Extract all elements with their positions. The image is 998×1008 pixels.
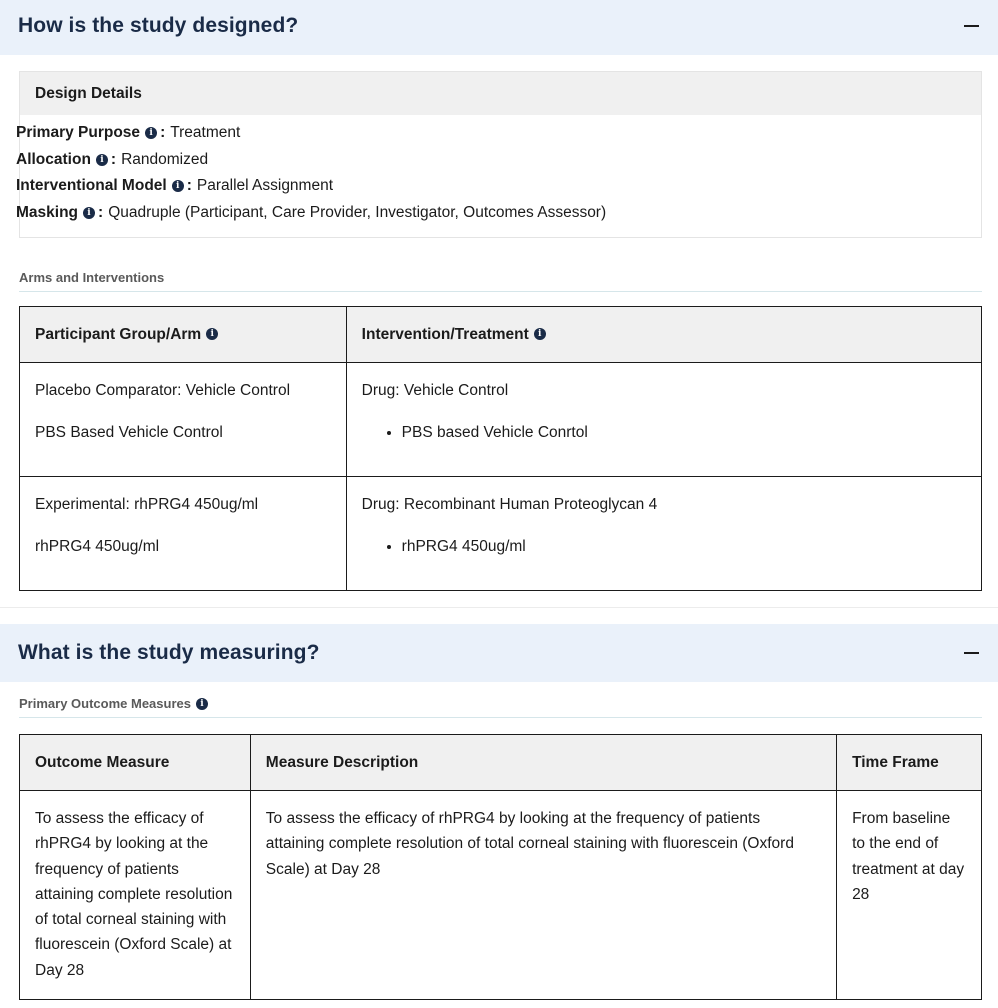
primary-outcome-heading: Primary Outcome Measures i	[19, 696, 982, 718]
masking-value: Quadruple (Participant, Care Provider, Investigator, Outcomes Assessor)	[108, 204, 607, 221]
primary-purpose-row: Primary Purpose i : Treatment	[16, 124, 241, 141]
interventional-model-value: Parallel Assignment	[196, 177, 334, 194]
allocation-row: Allocation i : Randomized	[16, 151, 209, 168]
arms-table	[19, 306, 982, 591]
design-section-title: How is the study designed?	[18, 14, 299, 37]
arm-intervention: Drug: Vehicle Control	[361, 382, 509, 399]
collapse-minus-icon[interactable]	[964, 18, 980, 34]
arms-heading: Arms and Interventions	[19, 270, 982, 292]
collapse-minus-icon[interactable]	[964, 645, 980, 661]
allocation-label: Allocation	[16, 151, 91, 168]
info-icon[interactable]: i	[206, 328, 218, 340]
interventional-model-label: Interventional Model	[16, 177, 167, 194]
table-row	[20, 477, 982, 591]
arms-header-intervention: Intervention/Treatment i	[346, 307, 981, 363]
table-row	[20, 791, 982, 1000]
info-icon[interactable]: i	[96, 154, 108, 166]
measure-section-header[interactable]	[0, 624, 998, 682]
info-icon[interactable]: i	[83, 207, 95, 219]
info-icon[interactable]: i	[172, 180, 184, 192]
arms-header-group: Participant Group/Arm i	[20, 307, 347, 363]
primary-purpose-value: Treatment	[170, 124, 241, 141]
arm-group-desc: PBS Based Vehicle Control	[35, 424, 223, 441]
info-icon[interactable]: i	[145, 127, 157, 139]
measure-section-title: What is the study measuring?	[18, 641, 320, 664]
masking-row: Masking i : Quadruple (Participant, Care Provider, Investigator, Outcomes Assessor)	[16, 204, 607, 221]
outcome-header-timeframe: Time Frame	[837, 735, 982, 791]
outcome-header-description: Measure Description	[250, 735, 836, 791]
outcome-header-measure: Outcome Measure	[20, 735, 251, 791]
arm-group-desc: rhPRG4 450ug/ml	[35, 538, 160, 555]
list-item: • rhPRG4 450ug/ml	[402, 537, 966, 557]
section-divider	[0, 607, 998, 608]
outcome-table	[19, 734, 982, 1000]
outcome-timeframe: From baseline to the end of treatment at day 28	[837, 791, 982, 1000]
arm-group: Experimental: rhPRG4 450ug/ml	[35, 496, 259, 513]
interventional-model-row: Interventional Model i : Parallel Assignment	[16, 177, 334, 194]
arm-group: Placebo Comparator: Vehicle Control	[35, 382, 291, 399]
outcome-measure: To assess the efficacy of rhPRG4 by looking at the frequency of patients attaining complete resolution of total corneal staining with fluorescein (Oxford Scale) at Day 28	[20, 791, 251, 1000]
info-icon[interactable]: i	[534, 328, 546, 340]
table-row	[20, 363, 982, 477]
list-item: • PBS based Vehicle Conrtol	[402, 423, 966, 443]
design-section-header[interactable]	[0, 0, 998, 55]
allocation-value: Randomized	[121, 151, 209, 168]
outcome-description: To assess the efficacy of rhPRG4 by looking at the frequency of patients attaining complete resolution of total corneal staining with fluorescein (Oxford Scale) at Day 28	[250, 791, 836, 1000]
info-icon[interactable]: i	[196, 698, 208, 710]
design-details-title: Design Details	[20, 72, 981, 115]
primary-purpose-label: Primary Purpose	[16, 124, 141, 141]
masking-label: Masking	[16, 204, 79, 221]
arm-intervention: Drug: Recombinant Human Proteoglycan 4	[361, 496, 658, 513]
